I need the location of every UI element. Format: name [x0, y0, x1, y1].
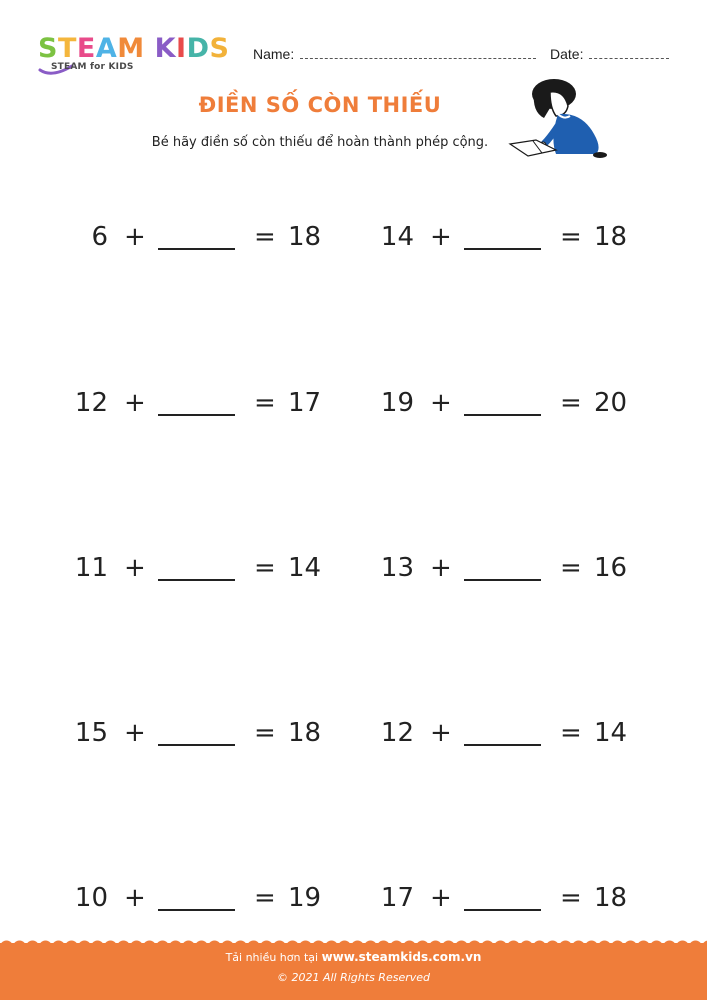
answer-blank[interactable]: [158, 248, 235, 250]
addend: 12: [74, 388, 108, 418]
addition-problem: [362, 718, 652, 758]
logo-letter: S: [38, 33, 58, 64]
addition-problem: [362, 883, 652, 923]
plus-sign: +: [430, 222, 452, 252]
plus-sign: +: [124, 222, 146, 252]
logo-tagline: STEAM for KIDS: [51, 62, 134, 72]
girl-reading-illustration: [506, 78, 610, 162]
addend: 11: [74, 553, 108, 583]
addition-problem: [56, 388, 346, 428]
addend: 19: [380, 388, 414, 418]
footer-copyright: © 2021 All Rights Reserved: [276, 971, 430, 984]
addition-problem: [362, 222, 652, 262]
sum-result: 20: [594, 388, 628, 418]
date-field[interactable]: [550, 46, 669, 62]
sum-result: 18: [288, 222, 322, 252]
plus-sign: +: [124, 553, 146, 583]
addend: 10: [74, 883, 108, 913]
addition-problem: [56, 718, 346, 758]
sum-result: 16: [594, 553, 628, 583]
steam-kids-logo: [38, 34, 238, 82]
addend: 15: [74, 718, 108, 748]
footer-prefix: Tải nhiều hơn tại: [225, 951, 319, 964]
answer-blank[interactable]: [464, 579, 541, 581]
plus-sign: +: [430, 718, 452, 748]
equals-sign: =: [254, 388, 276, 418]
equals-sign: =: [560, 388, 582, 418]
date-label: Date:: [550, 46, 584, 62]
logo-letter: S: [209, 33, 230, 64]
answer-blank[interactable]: [464, 744, 541, 746]
addend: 17: [380, 883, 414, 913]
plus-sign: +: [124, 718, 146, 748]
answer-blank[interactable]: [158, 579, 235, 581]
equals-sign: =: [254, 222, 276, 252]
addition-problem: [56, 222, 346, 262]
answer-blank[interactable]: [464, 414, 541, 416]
logo-letter: K: [154, 33, 177, 64]
logo-letter: M: [117, 33, 145, 64]
equals-sign: =: [560, 553, 582, 583]
addition-problem: [56, 883, 346, 923]
answer-blank[interactable]: [158, 909, 235, 911]
equals-sign: =: [560, 883, 582, 913]
addition-problem: [362, 553, 652, 593]
date-line[interactable]: [589, 46, 669, 59]
worksheet-title: ĐIỀN SỐ CÒN THIẾU: [198, 93, 442, 117]
equals-sign: =: [560, 222, 582, 252]
equals-sign: =: [254, 883, 276, 913]
sum-result: 14: [594, 718, 628, 748]
equals-sign: =: [254, 718, 276, 748]
plus-sign: +: [124, 883, 146, 913]
addition-problem: [56, 553, 346, 593]
logo-letter: T: [57, 33, 77, 64]
answer-blank[interactable]: [464, 909, 541, 911]
sum-result: 14: [288, 553, 322, 583]
sum-result: 18: [594, 883, 628, 913]
addend: 6: [91, 222, 108, 252]
equals-sign: =: [254, 553, 276, 583]
answer-blank[interactable]: [158, 744, 235, 746]
equals-sign: =: [560, 718, 582, 748]
logo-letter: E: [76, 33, 96, 64]
answer-blank[interactable]: [158, 414, 235, 416]
answer-blank[interactable]: [464, 248, 541, 250]
sum-result: 18: [594, 222, 628, 252]
plus-sign: +: [430, 388, 452, 418]
addend: 14: [380, 222, 414, 252]
name-label: Name:: [253, 46, 295, 62]
sum-result: 19: [288, 883, 322, 913]
plus-sign: +: [124, 388, 146, 418]
plus-sign: +: [430, 883, 452, 913]
sum-result: 17: [288, 388, 322, 418]
footer-link-line: [0, 950, 707, 964]
plus-sign: +: [430, 553, 452, 583]
addend: 12: [380, 718, 414, 748]
name-line[interactable]: [300, 46, 536, 59]
logo-letter: I: [176, 33, 187, 64]
name-field[interactable]: [253, 46, 536, 62]
worksheet-instructions: Bé hãy điền số còn thiếu để hoàn thành phép cộng.: [151, 135, 489, 150]
logo-letter: A: [95, 33, 118, 64]
addition-problem: [362, 388, 652, 428]
logo-letter: D: [186, 33, 210, 64]
sum-result: 18: [288, 718, 322, 748]
addend: 13: [380, 553, 414, 583]
footer-site-link[interactable]: www.steamkids.com.vn: [321, 950, 482, 964]
